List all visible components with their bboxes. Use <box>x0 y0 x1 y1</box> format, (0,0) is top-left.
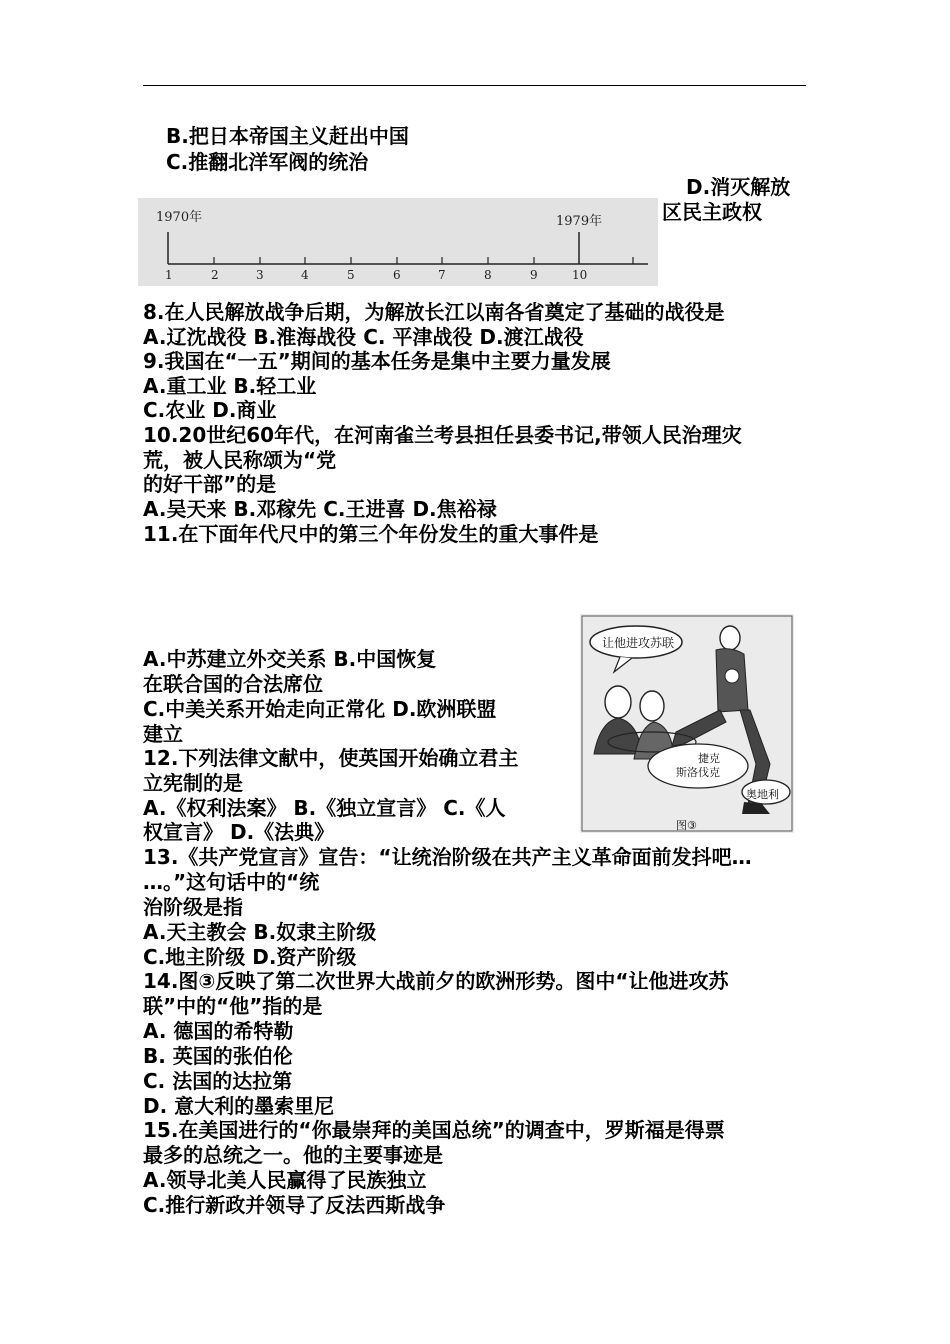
year-ruler-figure <box>138 198 658 286</box>
q8-options: A.辽沈战役 B.淮海战役 C. 平津战役 D.渡江战役 <box>143 325 584 349</box>
q7-option-c: C.推翻北洋军阀的统治 <box>166 150 369 174</box>
ruler-tick-label: 3 <box>256 268 264 282</box>
q11-option-cd: C.中美关系开始走向正常化 D.欧洲联盟 <box>143 697 497 721</box>
q7-option-d-line1: D.消灭解放 <box>686 175 791 199</box>
ruler-tick-label: 8 <box>484 268 492 282</box>
q10-stem-line1: 10.20世纪60年代，在河南雀兰考县担任县委书记,带领人民治理灾 <box>143 423 742 447</box>
q15-option-a: A.领导北美人民赢得了民族独立 <box>143 1168 427 1192</box>
q10-options: A.吴天来 B.邓稼先 C.王进喜 D.焦裕禄 <box>143 497 497 521</box>
cartoon-figure-3 <box>580 614 794 833</box>
q14-stem-line2: 联”中的“他”指的是 <box>143 994 323 1018</box>
q13-stem-line1: 13.《共产党宣言》宣告：“让统治阶级在共产主义革命面前发抖吧… <box>143 845 752 869</box>
cartoon-label-czech: 捷克 <box>698 752 720 765</box>
cartoon-caption: 图③ <box>676 819 697 832</box>
q11-option-b-cont: 在联合国的合法席位 <box>143 672 323 696</box>
ruler-tick-label: 1 <box>165 268 173 282</box>
q10-stem-line3: 的好干部”的是 <box>143 472 277 496</box>
q15-option-c: C.推行新政并领导了反法西斯战争 <box>143 1193 446 1217</box>
q12-options-line1: A.《权利法案》 B.《独立宣言》 C.《人 <box>143 796 506 820</box>
q15-stem-line1: 15.在美国进行的“你最崇拜的美国总统”的调查中，罗斯福是得票 <box>143 1118 725 1142</box>
q13-stem-line2: …。”这句话中的“统 <box>143 870 320 894</box>
q14-option-b: B. 英国的张伯伦 <box>143 1044 293 1068</box>
cartoon-label-slovakia: 斯洛伐克 <box>676 766 720 779</box>
q15-stem-line2: 最多的总统之一。他的主要事迹是 <box>143 1143 443 1167</box>
q10-stem-line2: 荒，被人民称颂为“党 <box>143 448 337 472</box>
ruler-tick-label: 9 <box>530 268 538 282</box>
q14-option-a: A. 德国的希特勒 <box>143 1019 294 1043</box>
cartoon-label-austria: 奥地利 <box>746 788 779 801</box>
ruler-end-year: 1979年 <box>556 214 603 229</box>
cartoon-speech-bubble: 让他进攻苏联 <box>602 636 675 650</box>
q13-options-ab: A.天主教会 B.奴隶主阶级 <box>143 920 377 944</box>
q11-option-ab: A.中苏建立外交关系 B.中国恢复 <box>143 647 437 671</box>
ruler-tick-label: 10 <box>572 268 588 282</box>
q13-stem-line3: 治阶级是指 <box>143 895 243 919</box>
q13-options-cd: C.地主阶级 D.资产阶级 <box>143 945 357 969</box>
q14-stem-line1: 14.图③反映了第二次世界大战前夕的欧洲形势。图中“让他进攻苏 <box>143 969 729 993</box>
q8-stem: 8.在人民解放战争后期，为解放长江以南各省奠定了基础的战役是 <box>143 300 725 324</box>
q12-stem-line1: 12.下列法律文献中，使英国开始确立君主 <box>143 746 519 770</box>
ruler-tick-label: 4 <box>301 268 309 282</box>
q9-stem: 9.我国在“一五”期间的基本任务是集中主要力量发展 <box>143 349 611 373</box>
q9-options-cd: C.农业 D.商业 <box>143 398 277 422</box>
ruler-tick-label: 6 <box>393 268 401 282</box>
header-rule <box>143 85 806 86</box>
q7-option-d-line2: 区民主政权 <box>662 200 762 224</box>
q14-option-c: C. 法国的达拉第 <box>143 1069 293 1093</box>
q11-stem: 11.在下面年代尺中的第三个年份发生的重大事件是 <box>143 522 599 546</box>
q7-option-b: B.把日本帝国主义赶出中国 <box>166 124 409 148</box>
ruler-tick-label: 2 <box>211 268 219 282</box>
q12-options-line2: 权宣言》 D.《法典》 <box>143 820 335 844</box>
q9-options-ab: A.重工业 B.轻工业 <box>143 374 317 398</box>
q12-stem-line2: 立宪制的是 <box>143 771 243 795</box>
q14-option-d: D. 意大利的墨索里尼 <box>143 1094 335 1118</box>
ruler-tick-label: 5 <box>347 268 355 282</box>
q11-option-d-cont: 建立 <box>143 722 183 746</box>
ruler-start-year: 1970年 <box>156 210 203 225</box>
ruler-tick-label: 7 <box>438 268 446 282</box>
